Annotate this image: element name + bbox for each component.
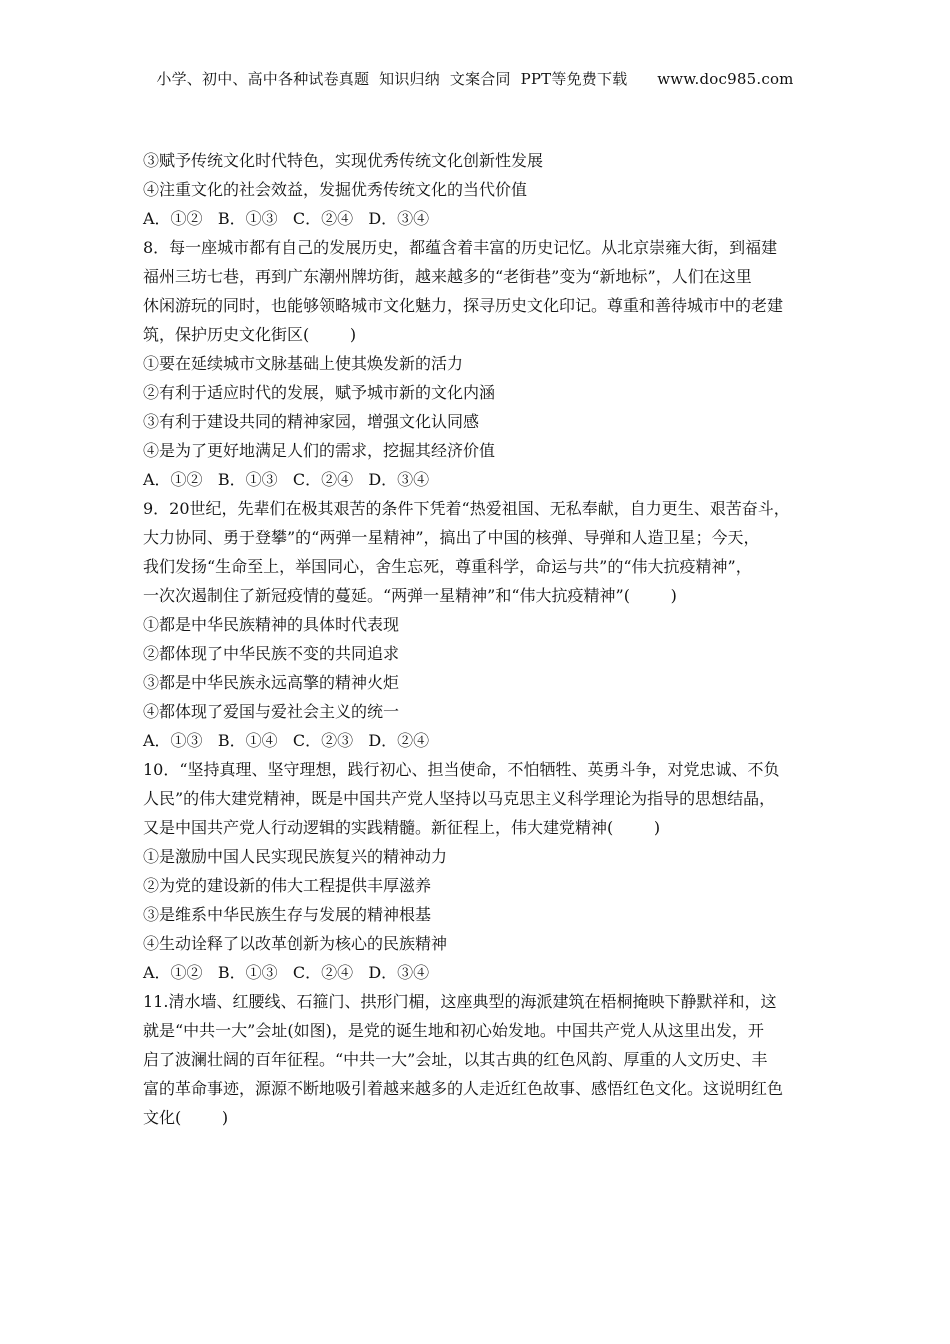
question-8-stem: 8．每一座城市都有自己的发展历史，都蕴含着丰富的历史记忆。从北京崇雍大街，到福建 [143, 238, 778, 257]
question-8-option: ①要在延续城市文脉基础上使其焕发新的活力 [143, 354, 464, 373]
question-11-stem: 启了波澜壮阔的百年征程。“中共一大”会址，以其古典的红色风韵、厚重的人文历史、丰 [143, 1050, 768, 1069]
option-line-3: ③赋予传统文化时代特色，实现优秀传统文化创新性发展 [143, 151, 544, 170]
question-10-option: ①是激励中国人民实现民族复兴的精神动力 [143, 847, 448, 866]
option-line-4: ④注重文化的社会效益，发掘优秀传统文化的当代价值 [143, 180, 528, 199]
question-9-option: ④都体现了爱国与爱社会主义的统一 [143, 702, 400, 721]
question-8-option: ③有利于建设共同的精神家园，增强文化认同感 [143, 412, 480, 431]
question-10-option: ②为党的建设新的伟大工程提供丰厚滋养 [143, 876, 432, 895]
question-10-stem: 又是中国共产党人行动逻辑的实践精髓。新征程上，伟大建党精神( ) [143, 818, 661, 837]
document-body [143, 146, 823, 1132]
question-8-stem: 筑，保护历史文化街区( ) [143, 325, 357, 344]
question-11-stem: 文化( ) [143, 1108, 229, 1127]
question-10-stem: 10．“坚持真理、坚守理想，践行初心、担当使命，不怕牺牲、英勇斗争，对党忠诚、不负 [143, 760, 780, 779]
answer-choices-q10: A．①② B．①③ C．②④ D．③④ [143, 963, 430, 982]
question-11-stem: 富的革命事迹，源源不断地吸引着越来越多的人走近红色故事、感悟红色文化。这说明红色 [143, 1079, 784, 1098]
question-8-option: ④是为了更好地满足人们的需求，挖掘其经济价值 [143, 441, 496, 460]
question-9-stem: 我们发扬“生命至上，举国同心，舍生忘死，尊重科学，命运与共”的“伟大抗疫精神”， [143, 557, 752, 576]
answer-choices-q9: A．①③ B．①④ C．②③ D．②④ [143, 731, 430, 750]
answer-choices-q7: A．①② B．①③ C．②④ D．③④ [143, 209, 430, 228]
question-9-stem: 一次次遏制住了新冠疫情的蔓延。“两弹一星精神”和“伟大抗疫精神”( ) [143, 586, 677, 605]
question-9-option: ②都体现了中华民族不变的共同追求 [143, 644, 400, 663]
question-9-option: ③都是中华民族永远高擎的精神火炬 [143, 673, 400, 692]
question-11-stem: 就是“中共一大”会址(如图)，是党的诞生地和初心始发地。中国共产党人从这里出发，开 [143, 1021, 764, 1040]
question-10-stem: 人民”的伟大建党精神，既是中国共产党人坚持以马克思主义科学理论为指导的思想结晶， [143, 789, 776, 808]
question-9-option: ①都是中华民族精神的具体时代表现 [143, 615, 400, 634]
question-8-stem: 福州三坊七巷，再到广东潮州牌坊街，越来越多的“老街巷”变为“新地标”，人们在这里 [143, 267, 752, 286]
question-8-option: ②有利于适应时代的发展，赋予城市新的文化内涵 [143, 383, 496, 402]
question-10-option: ④生动诠释了以改革创新为核心的民族精神 [143, 934, 448, 953]
question-8-stem: 休闲游玩的同时，也能够领略城市文化魅力，探寻历史文化印记。尊重和善待城市中的老建 [143, 296, 784, 315]
question-11-stem: 11.清水墙、红腰线、石箍门、拱形门楣，这座典型的海派建筑在梧桐掩映下静默祥和，这 [143, 992, 777, 1011]
page-header: 小学、初中、高中各种试卷真题 知识归纳 文案合同 PPT等免费下载 www.doc985.com [156, 70, 794, 88]
question-9-stem: 9．20世纪，先辈们在极其艰苦的条件下凭着“热爱祖国、无私奉献，自力更生、艰苦奋斗， [143, 499, 790, 518]
answer-choices-q8: A．①② B．①③ C．②④ D．③④ [143, 470, 430, 489]
question-9-stem: 大力协同、勇于登攀”的“两弹一星精神”，搞出了中国的核弹、导弹和人造卫星；今天， [143, 528, 760, 547]
question-10-option: ③是维系中华民族生存与发展的精神根基 [143, 905, 432, 924]
